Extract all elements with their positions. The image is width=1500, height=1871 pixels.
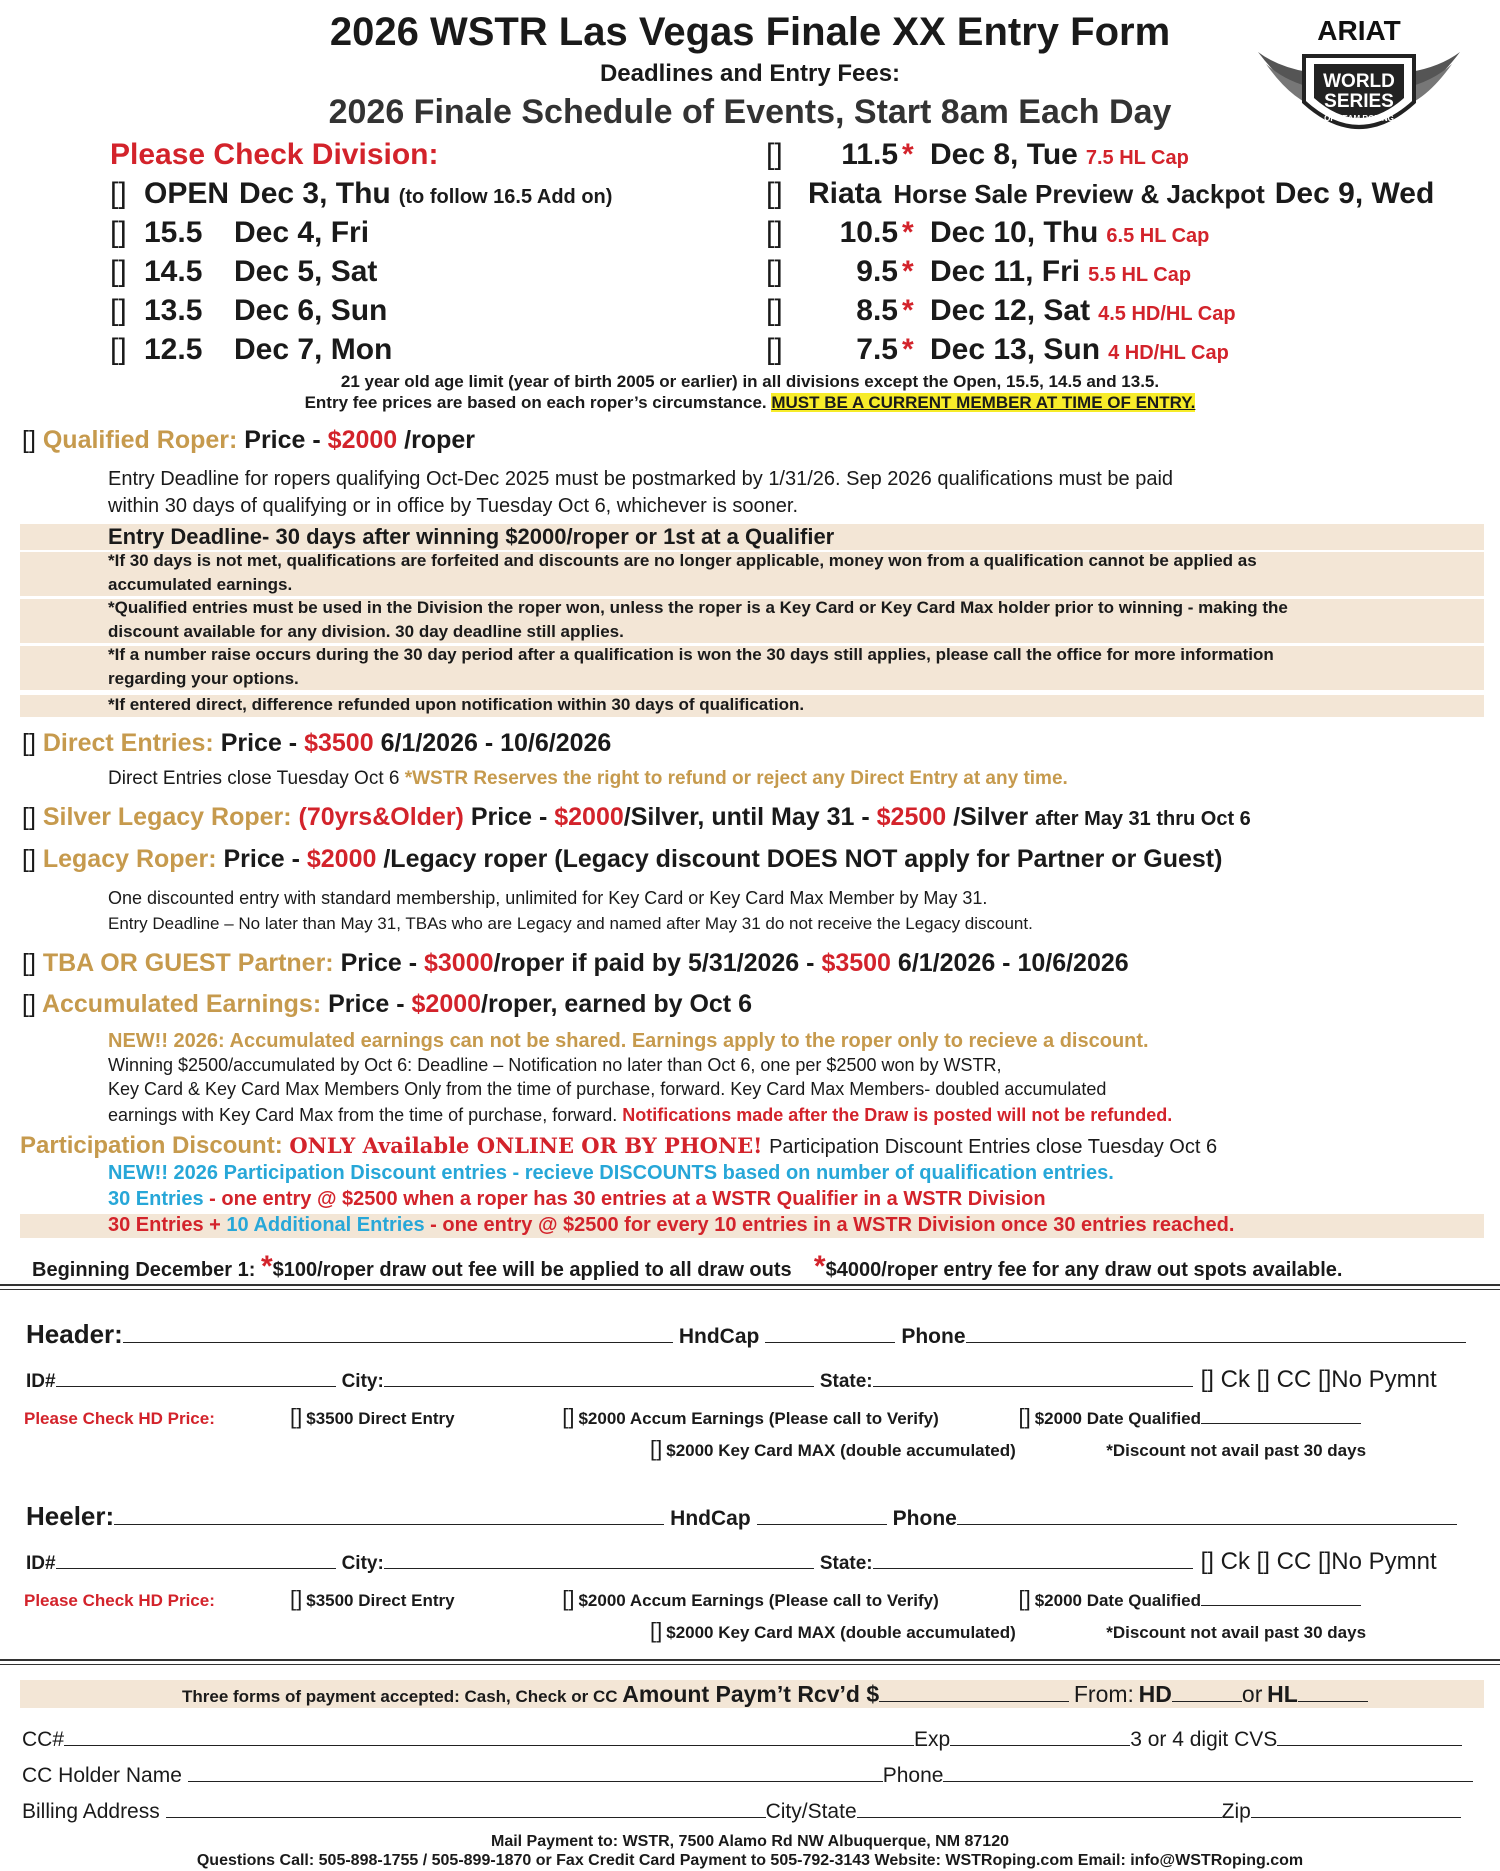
division-note: (to follow 16.5 Add on)	[398, 186, 613, 208]
payment-forms: Three forms of payment accepted: Cash, Check or CC Amount Paym’t Rcv’d $ From: HD or HL	[182, 1681, 1368, 1708]
qualified-note: *If a number raise occurs during the 30 day period after a qualification is won the 30 days still applies, please call the office for more information	[108, 645, 1274, 664]
division-number: 14.5	[144, 255, 203, 288]
division-number: 8.5	[856, 294, 898, 327]
cc-row: CC# Exp 3 or 4 digit CVS	[22, 1724, 1462, 1752]
direct-entry-option: $3500 Direct Entry	[306, 1409, 455, 1428]
keycard-max-checkbox[interactable]: []	[650, 1618, 663, 1643]
division-date: Dec 5, Sat	[234, 255, 378, 288]
id-label: ID#	[26, 1371, 56, 1392]
check-price-label: Please Check HD Price:	[24, 1409, 215, 1428]
division-cap: 7.5 HL Cap	[1085, 147, 1189, 169]
division-star: *	[902, 216, 914, 249]
svg-text:WORLD: WORLD	[1323, 71, 1395, 92]
division-date: Dec 11, Fri	[930, 255, 1081, 288]
division-checkbox[interactable]: []	[766, 216, 783, 249]
participation-line-1: 30 Entries - one entry @ $2500 when a roper has 30 entries at a WSTR Qualifier in a WSTR Division	[108, 1188, 1046, 1210]
participation-line-2: 30 Entries + 10 Additional Entries - one entry @ $2500 for every 10 entries in a WSTR Division once 30 entries reached.	[108, 1214, 1235, 1236]
heeler-id-row	[26, 1548, 1437, 1576]
division-checkbox[interactable]: []	[110, 255, 127, 288]
keycard-max-option: $2000 Key Card MAX (double accumulated)	[666, 1623, 1016, 1642]
cc-number-field[interactable]	[64, 1724, 914, 1746]
check-price-label: Please Check HD Price:	[24, 1591, 215, 1610]
header-city-field[interactable]	[384, 1367, 814, 1387]
silver-row: [] Silver Legacy Roper: (70yrs&Older) Price - $2000/Silver, until May 31 - $2500 /Silver after May 31 thru Oct 6	[22, 803, 1251, 831]
division-date: Dec 4, Fri	[234, 216, 370, 249]
division-date: Dec 7, Mon	[234, 333, 393, 366]
division-row	[110, 255, 377, 289]
qualified-note: *If 30 days is not met, qualifications are forfeited and discounts are no longer applicable, money won from a qualification cannot be applied as	[108, 551, 1257, 570]
division-row	[110, 177, 612, 211]
qualified-note: regarding your options.	[108, 669, 299, 688]
heeler-hndcap-field[interactable]	[757, 1498, 887, 1525]
division-label: Please Check Division:	[110, 138, 439, 171]
from-hd-field[interactable]	[1172, 1684, 1242, 1702]
heeler-id-field[interactable]	[56, 1549, 336, 1569]
qualified-note: discount available for any division. 30 day deadline still applies.	[108, 622, 624, 641]
division-cap: Dec 9, Wed	[1274, 177, 1435, 210]
accum-desc-1: Winning $2500/accumulated by Oct 6: Deadline – Notification no later than Oct 6, one per $2500 won by WSTR,	[108, 1055, 1002, 1075]
division-number: Riata	[808, 177, 882, 210]
division-checkbox[interactable]: []	[766, 177, 783, 210]
division-date: Dec 13, Sun	[930, 333, 1101, 366]
header-name-row	[26, 1316, 1466, 1350]
date-qualified-checkbox[interactable]: []	[1018, 1586, 1031, 1611]
heeler-city-field[interactable]	[384, 1549, 814, 1569]
tba-row: [] TBA OR GUEST Partner: Price - $3000/roper if paid by 5/31/2026 - $3500 6/1/2026 - 10/6/2026	[22, 949, 1129, 977]
division-checkbox[interactable]: []	[110, 333, 127, 366]
hndcap-label: HndCap	[678, 1325, 760, 1348]
svg-text:OF TEAM ROPING: OF TEAM ROPING	[1324, 114, 1394, 123]
direct-checkbox[interactable]: []	[22, 729, 36, 757]
division-star: *	[902, 138, 914, 171]
logo-brand-text: ARIAT	[1317, 15, 1401, 46]
age-note: 21 year old age limit (year of birth 2005 or earlier) in all divisions except the Open, 15.5, 14.5 and 13.5.	[340, 372, 1160, 391]
tba-checkbox[interactable]: []	[22, 949, 36, 977]
participation-row: Participation Discount: ONLY Available ONLINE OR BY PHONE! Participation Discount Entries close Tuesday Oct 6	[20, 1132, 1218, 1159]
page-subtitle: Deadlines and Entry Fees:	[599, 60, 901, 87]
header-keycard-row	[650, 1436, 1366, 1462]
division-checkbox[interactable]: []	[766, 138, 783, 171]
exp-field[interactable]	[950, 1724, 1130, 1746]
division-row	[766, 294, 1236, 328]
division-cap: 5.5 HL Cap	[1088, 264, 1192, 286]
phone-label: Phone	[892, 1507, 957, 1530]
header-label: Header:	[26, 1319, 123, 1349]
page-title: 2026 WSTR Las Vegas Finale XX Entry Form	[329, 10, 1171, 54]
accum-earnings-checkbox[interactable]: []	[562, 1586, 575, 1611]
division-row	[766, 255, 1191, 289]
division-checkbox[interactable]: []	[110, 177, 127, 210]
header-name-field[interactable]	[123, 1316, 673, 1343]
division-row	[766, 177, 1434, 211]
qualified-deadline: Entry Deadline- 30 days after winning $2000/roper or 1st at a Qualifier	[108, 524, 835, 549]
header-phone-field[interactable]	[966, 1316, 1466, 1343]
division-checkbox[interactable]: []	[766, 294, 783, 327]
direct-row: [] Direct Entries: Price - $3500 6/1/2026 - 10/6/2026	[22, 729, 612, 757]
qualified-desc-2: within 30 days of qualifying or in office by Tuesday Oct 6, whichever is sooner.	[108, 495, 798, 517]
city-label: City:	[341, 1553, 384, 1574]
division-checkbox[interactable]: []	[766, 255, 783, 288]
member-note: MUST BE A CURRENT MEMBER AT TIME OF ENTRY.	[771, 393, 1196, 412]
date-qualified-option: $2000 Date Qualified	[1034, 1409, 1202, 1428]
payment-type-options[interactable]: [] Ck [] CC []No Pymnt	[1200, 1366, 1437, 1393]
mail-address: Mail Payment to: WSTR, 7500 Alamo Rd NW Albuquerque, NM 87120	[490, 1833, 1009, 1850]
division-cap: 4.5 HD/HL Cap	[1098, 303, 1236, 325]
heeler-name-row	[26, 1498, 1457, 1532]
draw-out-row: Beginning December 1: *$100/roper draw out fee will be applied to all draw outs *$4000/roper entry fee for any draw out spots available.	[32, 1250, 1343, 1283]
keycard-max-checkbox[interactable]: []	[650, 1436, 663, 1461]
city-label: City:	[341, 1371, 384, 1392]
direct-entry-checkbox[interactable]: []	[290, 1586, 303, 1611]
division-row	[766, 333, 1229, 367]
accum-desc-3: earnings with Key Card Max from the time of purchase, forward. Notifications made after the Draw is posted will not be refunded.	[108, 1105, 1173, 1125]
qualified-note: accumulated earnings.	[108, 575, 293, 594]
legacy-row: [] Legacy Roper: Price - $2000 /Legacy roper (Legacy discount DOES NOT apply for Partner or Guest)	[22, 845, 1223, 873]
division-number: 13.5	[144, 294, 203, 327]
heeler-date-field[interactable]	[1201, 1588, 1361, 1606]
header-hndcap-field[interactable]	[765, 1316, 895, 1343]
direct-desc: Direct Entries close Tuesday Oct 6 *WSTR Reserves the right to refund or reject any Direct Entry at any time.	[108, 768, 1068, 789]
heeler-price-row	[24, 1586, 1361, 1612]
header-state-field[interactable]	[873, 1367, 1193, 1387]
division-checkbox[interactable]: []	[110, 294, 127, 327]
state-label: State:	[819, 1371, 873, 1392]
state-label: State:	[819, 1553, 873, 1574]
cc-holder-row: CC Holder Name Phone	[22, 1760, 1473, 1788]
division-date: Dec 3, Thu	[239, 177, 391, 210]
accum-earnings-checkbox[interactable]: []	[562, 1404, 575, 1429]
hndcap-label: HndCap	[670, 1507, 751, 1530]
zip-field[interactable]	[1251, 1796, 1461, 1818]
billing-address-field[interactable]	[166, 1796, 766, 1818]
division-number: 7.5	[856, 333, 898, 366]
amount-received-field[interactable]	[879, 1684, 1069, 1702]
from-hl-field[interactable]	[1298, 1684, 1368, 1702]
qualified-desc-1: Entry Deadline for ropers qualifying Oct-Dec 2025 must be postmarked by 1/31/26. Sep 2026 qualifications must be paid	[108, 468, 1174, 490]
heeler-name-field[interactable]	[114, 1498, 664, 1525]
price-note: Entry fee prices are based on each roper’s circumstance. MUST BE A CURRENT MEMBER AT TIME OF ENTRY.	[304, 393, 1196, 412]
division-star: *	[902, 294, 914, 327]
header-id-row	[26, 1366, 1437, 1394]
division-date: Dec 12, Sat	[930, 294, 1091, 327]
heeler-keycard-row	[650, 1618, 1366, 1644]
id-label: ID#	[26, 1553, 56, 1574]
division-date: Dec 6, Sun	[234, 294, 388, 327]
qualified-row: [] Qualified Roper: Price - $2000 /roper	[22, 426, 476, 454]
qualified-checkbox[interactable]: []	[22, 426, 36, 454]
keycard-max-option: $2000 Key Card MAX (double accumulated)	[666, 1441, 1016, 1460]
heeler-state-field[interactable]	[873, 1549, 1193, 1569]
direct-entry-option: $3500 Direct Entry	[306, 1591, 455, 1610]
schedule-heading: 2026 Finale Schedule of Events, Start 8am Each Day	[328, 93, 1172, 131]
silver-checkbox[interactable]: []	[22, 803, 36, 831]
contact-line: Questions Call: 505-898-1755 / 505-899-1870 or Fax Credit Card Payment to 505-792-3143 Website: WSTRoping.com Email: info@WSTRoping.com	[196, 1852, 1304, 1869]
qualified-note: *If entered direct, difference refunded upon notification within 30 days of qualification.	[108, 695, 805, 714]
division-star: *	[902, 333, 914, 366]
accum-earnings-option: $2000 Accum Earnings (Please call to Verify)	[578, 1591, 939, 1610]
svg-text:SERIES: SERIES	[1324, 91, 1394, 112]
division-number: 11.5	[841, 138, 898, 171]
legacy-checkbox[interactable]: []	[22, 845, 36, 873]
division-row	[110, 294, 387, 328]
date-qualified-option: $2000 Date Qualified	[1034, 1591, 1202, 1610]
cvs-field[interactable]	[1277, 1724, 1462, 1746]
billing-row: Billing Address City/State Zip	[22, 1796, 1461, 1824]
cc-holder-field[interactable]	[188, 1760, 883, 1782]
payment-type-options[interactable]: [] Ck [] CC []No Pymnt	[1200, 1548, 1437, 1575]
accum-checkbox[interactable]: []	[22, 990, 36, 1018]
direct-entry-checkbox[interactable]: []	[290, 1404, 303, 1429]
qualified-note: *Qualified entries must be used in the Division the roper won, unless the roper is a Key Card or Key Card Max holder prior to winning - making the	[108, 598, 1288, 617]
legacy-desc-2: Entry Deadline – No later than May 31, TBAs who are Legacy and named after May 31 do not receive the Legacy discount.	[108, 914, 1033, 933]
discount-note: *Discount not avail past 30 days	[1106, 1623, 1367, 1642]
division-cap: 6.5 HL Cap	[1106, 225, 1210, 247]
accum-row: [] Accumulated Earnings: Price - $2000/roper, earned by Oct 6	[22, 990, 752, 1018]
accum-new-note: NEW!! 2026: Accumulated earnings can not be shared. Earnings apply to the roper only to recieve a discount.	[108, 1030, 1149, 1052]
legacy-desc-1: One discounted entry with standard membership, unlimited for Key Card or Key Card Max Member by May 31.	[108, 888, 988, 908]
division-cap: 4 HD/HL Cap	[1108, 342, 1229, 364]
wstr-logo	[1248, 12, 1470, 144]
division-date: Dec 8, Tue	[930, 138, 1078, 171]
division-row	[110, 333, 392, 367]
city-state-field[interactable]	[857, 1796, 1222, 1818]
header-id-field[interactable]	[56, 1367, 336, 1387]
header-price-row	[24, 1404, 1361, 1430]
accum-desc-2: Key Card & Key Card Max Members Only from the time of purchase, forward. Key Card Max Members- doubled accumulated	[108, 1079, 1107, 1099]
accum-earnings-option: $2000 Accum Earnings (Please call to Verify)	[578, 1409, 939, 1428]
header-date-field[interactable]	[1201, 1406, 1361, 1424]
division-row	[766, 138, 1189, 172]
division-date: Horse Sale Preview & Jackpot	[893, 179, 1265, 209]
division-number: 10.5	[839, 216, 898, 249]
division-row	[766, 216, 1209, 250]
division-number: OPEN	[144, 177, 230, 210]
division-number: 12.5	[144, 333, 203, 366]
phone-label: Phone	[901, 1325, 966, 1348]
heeler-label: Heeler:	[26, 1501, 115, 1531]
division-number: 9.5	[856, 255, 898, 288]
heeler-phone-field[interactable]	[957, 1498, 1457, 1525]
division-checkbox[interactable]: []	[110, 216, 127, 249]
holder-phone-field[interactable]	[943, 1760, 1473, 1782]
participation-new: NEW!! 2026 Participation Discount entries - recieve DISCOUNTS based on number of qualification entries.	[108, 1162, 1114, 1184]
division-date: Dec 10, Thu	[930, 216, 1099, 249]
division-number: 15.5	[144, 216, 203, 249]
date-qualified-checkbox[interactable]: []	[1018, 1404, 1031, 1429]
discount-note: *Discount not avail past 30 days	[1106, 1441, 1367, 1460]
division-row	[110, 216, 369, 250]
division-checkbox[interactable]: []	[766, 333, 783, 366]
division-star: *	[902, 255, 914, 288]
